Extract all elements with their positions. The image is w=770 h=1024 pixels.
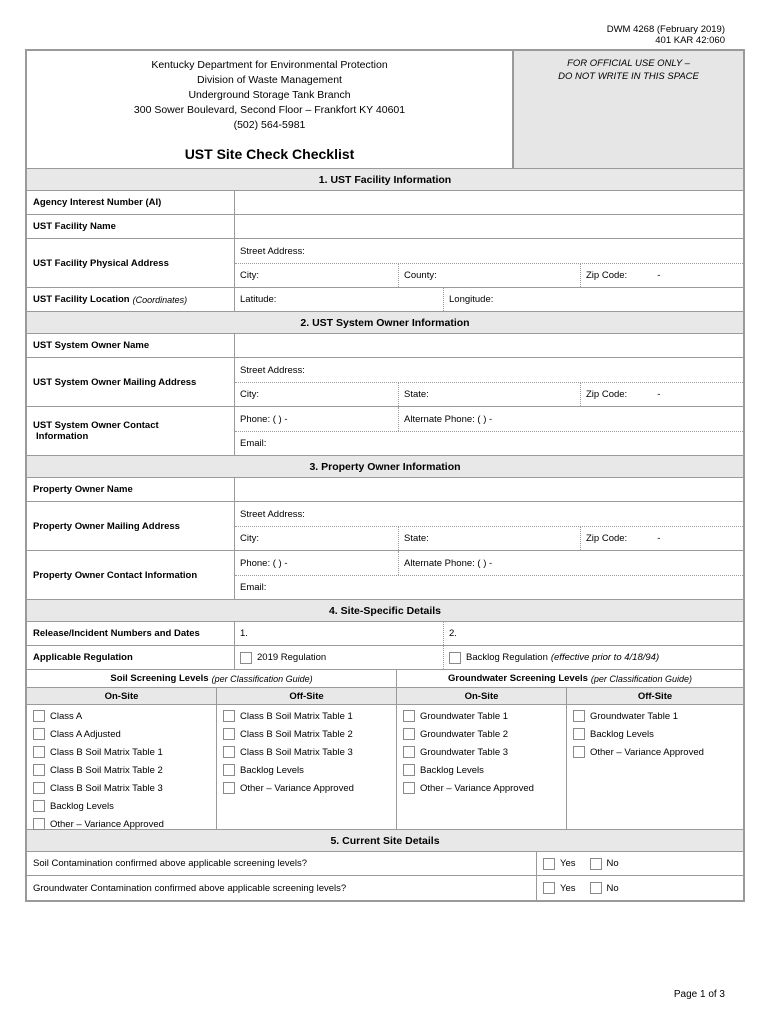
checkbox[interactable]: [573, 710, 585, 722]
owner-zip-field[interactable]: [580, 383, 743, 406]
screening-option[interactable]: [403, 725, 566, 743]
owner-mailing-label: UST System Owner Mailing Address: [27, 358, 235, 406]
release-row: [27, 622, 743, 646]
checkbox[interactable]: [33, 800, 45, 812]
page-title: UST Site Check Checklist: [184, 146, 355, 162]
screening-option-label: Groundwater Table 2: [420, 728, 509, 740]
soil-contamination-question: [27, 852, 743, 876]
facility-address-row: [27, 239, 743, 288]
no-label: No: [606, 882, 619, 894]
screening-option[interactable]: [573, 743, 743, 761]
screening-option-label: Groundwater Table 3: [420, 746, 509, 758]
zip-dash: -: [657, 270, 661, 281]
screening-option-label: Class A: [50, 710, 83, 722]
checklist-form: [25, 49, 745, 902]
facility-name-label: UST Facility Name: [27, 215, 235, 238]
location-note: (Coordinates): [132, 294, 188, 305]
zip-dash: -: [657, 389, 661, 400]
property-street-field[interactable]: Street Address:: [240, 508, 305, 520]
checkbox[interactable]: [449, 652, 461, 664]
soil-head-text: Soil Screening Levels: [110, 673, 209, 684]
regulation-label: Applicable Regulation: [27, 646, 235, 669]
screening-option[interactable]: [33, 743, 216, 761]
soil-offsite-list: [217, 705, 397, 829]
screening-option-label: Backlog Levels: [420, 764, 484, 776]
checkbox[interactable]: [573, 746, 585, 758]
checkbox[interactable]: [33, 746, 45, 758]
checkbox[interactable]: [590, 858, 602, 870]
property-zip-field[interactable]: [580, 527, 743, 550]
screening-option[interactable]: [223, 725, 396, 743]
agency-phone: (502) 564-5981: [233, 119, 306, 131]
agency-block: [27, 51, 514, 168]
property-alt-phone-field[interactable]: Alternate Phone: ( ) -: [398, 551, 743, 575]
facility-street-field[interactable]: Street Address:: [240, 245, 305, 257]
regulation-reference: 401 KAR 42:060: [655, 35, 725, 46]
checkbox[interactable]: [33, 728, 45, 740]
checkbox[interactable]: [223, 764, 235, 776]
screening-option[interactable]: [223, 779, 396, 797]
screening-option[interactable]: [223, 761, 396, 779]
checkbox[interactable]: [33, 710, 45, 722]
screening-option-label: Class B Soil Matrix Table 2: [240, 728, 353, 740]
zip-label: Zip Code:: [586, 389, 628, 400]
gw-head-text: Groundwater Screening Levels: [448, 673, 588, 684]
property-owner-name-row: [27, 478, 743, 502]
regulation-backlog-option[interactable]: [443, 646, 743, 669]
screening-option-label: Other – Variance Approved: [420, 782, 534, 794]
soil-screening-header: [27, 670, 397, 687]
zip-dash: -: [657, 533, 661, 544]
groundwater-yes-option[interactable]: [543, 882, 576, 894]
official-use-box: [514, 51, 743, 168]
gw-head-note: (per Classification Guide): [590, 673, 692, 684]
division-name: Division of Waste Management: [197, 74, 342, 86]
screening-levels-lists: [27, 705, 743, 830]
groundwater-contamination-question: [27, 876, 743, 900]
release-2-field[interactable]: 2.: [443, 622, 743, 645]
zip-label: Zip Code:: [586, 270, 628, 281]
official-use-line-1: FOR OFFICIAL USE ONLY –: [567, 58, 690, 69]
screening-option-label: Other – Variance Approved: [50, 818, 164, 830]
screening-option[interactable]: [33, 707, 216, 725]
checkbox[interactable]: [590, 882, 602, 894]
groundwater-no-option[interactable]: [590, 882, 619, 894]
property-owner-name-field[interactable]: [235, 478, 743, 501]
regulation-2019-label: 2019 Regulation: [257, 652, 327, 663]
screening-option-label: Backlog Levels: [240, 764, 304, 776]
checkbox[interactable]: [403, 782, 415, 794]
checkbox[interactable]: [543, 882, 555, 894]
screening-option[interactable]: [403, 761, 566, 779]
yes-label: Yes: [560, 858, 576, 869]
screening-option[interactable]: [403, 743, 566, 761]
facility-address-label: UST Facility Physical Address: [27, 239, 235, 287]
owner-name-row: [27, 334, 743, 358]
property-phone-field[interactable]: Phone: ( ) -: [240, 557, 288, 569]
screening-option-label: Class B Soil Matrix Table 1: [240, 710, 353, 722]
property-owner-mailing-row: [27, 502, 743, 551]
soil-yes-option[interactable]: [543, 858, 576, 870]
screening-option[interactable]: [573, 725, 743, 743]
screening-option-label: Class A Adjusted: [50, 728, 121, 740]
checkbox[interactable]: [240, 652, 252, 664]
agency-address: 300 Sower Boulevard, Second Floor – Frankfort KY 40601: [133, 104, 406, 116]
checkbox[interactable]: [573, 728, 585, 740]
regulation-2019-option[interactable]: [235, 646, 443, 669]
release-label: Release/Incident Numbers and Dates: [27, 622, 235, 645]
screening-option[interactable]: [223, 707, 396, 725]
soil-onsite-header: On-Site: [27, 688, 217, 704]
property-owner-contact-row: [27, 551, 743, 600]
section-5-header: 5. Current Site Details: [27, 830, 743, 852]
form-number: DWM 4268 (February 2019): [606, 24, 725, 35]
no-label: No: [606, 858, 619, 869]
screening-option-label: Class B Soil Matrix Table 2: [50, 764, 163, 776]
screening-option-label: Groundwater Table 1: [420, 710, 509, 722]
checkbox[interactable]: [33, 782, 45, 794]
screening-option[interactable]: [33, 797, 216, 815]
screening-option-label: Class B Soil Matrix Table 3: [50, 782, 163, 794]
owner-phone-field[interactable]: Phone: ( ) -: [240, 413, 288, 425]
groundwater-screening-header: [397, 670, 743, 687]
zip-label: Zip Code:: [586, 533, 628, 544]
screening-option-label: Groundwater Table 1: [590, 710, 679, 722]
screening-option[interactable]: [403, 707, 566, 725]
owner-mailing-row: [27, 358, 743, 407]
gw-offsite-list: [567, 705, 743, 829]
screening-option-label: Other – Variance Approved: [590, 746, 704, 758]
owner-contact-label: [27, 407, 235, 455]
screening-option-label: Backlog Levels: [590, 728, 654, 740]
section-2-header: 2. UST System Owner Information: [27, 312, 743, 334]
screening-option[interactable]: [33, 725, 216, 743]
form-header: [27, 51, 743, 169]
groundwater-question-text: Groundwater Contamination confirmed above applicable screening levels?: [27, 876, 537, 900]
property-email-field[interactable]: Email:: [240, 582, 267, 593]
release-1-field[interactable]: 1.: [240, 628, 248, 639]
gw-offsite-header: Off-Site: [637, 690, 673, 702]
property-city-field[interactable]: City:: [240, 533, 259, 544]
checkbox[interactable]: [223, 746, 235, 758]
facility-location-row: [27, 288, 743, 312]
checkbox[interactable]: [403, 764, 415, 776]
checkbox[interactable]: [33, 764, 45, 776]
facility-name-field[interactable]: [235, 215, 743, 238]
gw-onsite-header: On-Site: [397, 688, 567, 704]
screening-option-label: Class B Soil Matrix Table 1: [50, 746, 163, 758]
screening-option-label: Backlog Levels: [50, 800, 114, 812]
site-subheaders: [27, 688, 743, 705]
screening-levels-header: [27, 670, 743, 688]
regulation-backlog-note: (effective prior to 4/18/94): [550, 652, 660, 663]
screening-option[interactable]: [573, 707, 743, 725]
checkbox[interactable]: [223, 710, 235, 722]
owner-street-field[interactable]: Street Address:: [240, 364, 305, 376]
official-use-line-2: DO NOT WRITE IN THIS SPACE: [558, 71, 699, 82]
soil-offsite-header: Off-Site: [217, 688, 397, 704]
screening-option-label: Other – Variance Approved: [240, 782, 354, 794]
longitude-field[interactable]: Longitude:: [443, 288, 743, 311]
screening-option[interactable]: [403, 779, 566, 797]
screening-option[interactable]: [33, 815, 216, 833]
agency-interest-label: Agency Interest Number (AI): [27, 191, 235, 214]
facility-location-label: [27, 288, 235, 311]
owner-contact-label-2: Information: [36, 431, 89, 442]
form-identifier: [607, 24, 725, 46]
page-number: Page 1 of 3: [673, 989, 725, 1000]
regulation-backlog-label: Backlog Regulation: [466, 652, 548, 663]
branch-name: Underground Storage Tank Branch: [188, 89, 351, 101]
section-1-header: 1. UST Facility Information: [27, 169, 743, 191]
property-owner-mailing-label: Property Owner Mailing Address: [27, 502, 235, 550]
checkbox[interactable]: [403, 710, 415, 722]
owner-email-field[interactable]: Email:: [240, 438, 267, 449]
location-label-text: UST Facility Location: [33, 294, 130, 305]
soil-onsite-list: [27, 705, 217, 829]
soil-no-option[interactable]: [590, 858, 619, 870]
agency-name: Kentucky Department for Environmental Protection: [151, 59, 388, 71]
facility-zip-field[interactable]: [580, 264, 743, 287]
screening-option-label: Class B Soil Matrix Table 3: [240, 746, 353, 758]
gw-onsite-list: [397, 705, 567, 829]
agency-interest-row: [27, 191, 743, 215]
section-4-header: 4. Site-Specific Details: [27, 600, 743, 622]
owner-name-label: UST System Owner Name: [27, 334, 235, 357]
checkbox[interactable]: [403, 746, 415, 758]
property-owner-contact-label: Property Owner Contact Information: [27, 551, 235, 599]
checkbox[interactable]: [403, 728, 415, 740]
soil-question-text: Soil Contamination confirmed above applicable screening levels?: [27, 852, 537, 875]
latitude-field[interactable]: Latitude:: [240, 294, 277, 305]
soil-head-note: (per Classification Guide): [211, 673, 313, 684]
property-owner-name-label: Property Owner Name: [27, 478, 235, 501]
facility-county-field[interactable]: County:: [398, 264, 580, 287]
screening-option[interactable]: [223, 743, 396, 761]
owner-state-field[interactable]: State:: [398, 383, 580, 406]
yes-label: Yes: [560, 882, 576, 894]
checkbox[interactable]: [33, 818, 45, 830]
screening-option[interactable]: [33, 761, 216, 779]
section-3-header: 3. Property Owner Information: [27, 456, 743, 478]
owner-city-field[interactable]: City:: [240, 389, 259, 400]
checkbox[interactable]: [223, 782, 235, 794]
owner-contact-label-1: UST System Owner Contact: [33, 420, 159, 431]
property-state-field[interactable]: State:: [398, 527, 580, 550]
facility-city-field[interactable]: City:: [240, 270, 259, 281]
checkbox[interactable]: [223, 728, 235, 740]
owner-alt-phone-field[interactable]: Alternate Phone: ( ) -: [398, 407, 743, 431]
screening-option[interactable]: [33, 779, 216, 797]
owner-name-field[interactable]: [235, 334, 743, 357]
regulation-row: [27, 646, 743, 670]
facility-name-row: [27, 215, 743, 239]
owner-contact-row: [27, 407, 743, 456]
checkbox[interactable]: [543, 858, 555, 870]
agency-interest-field[interactable]: [235, 191, 743, 214]
